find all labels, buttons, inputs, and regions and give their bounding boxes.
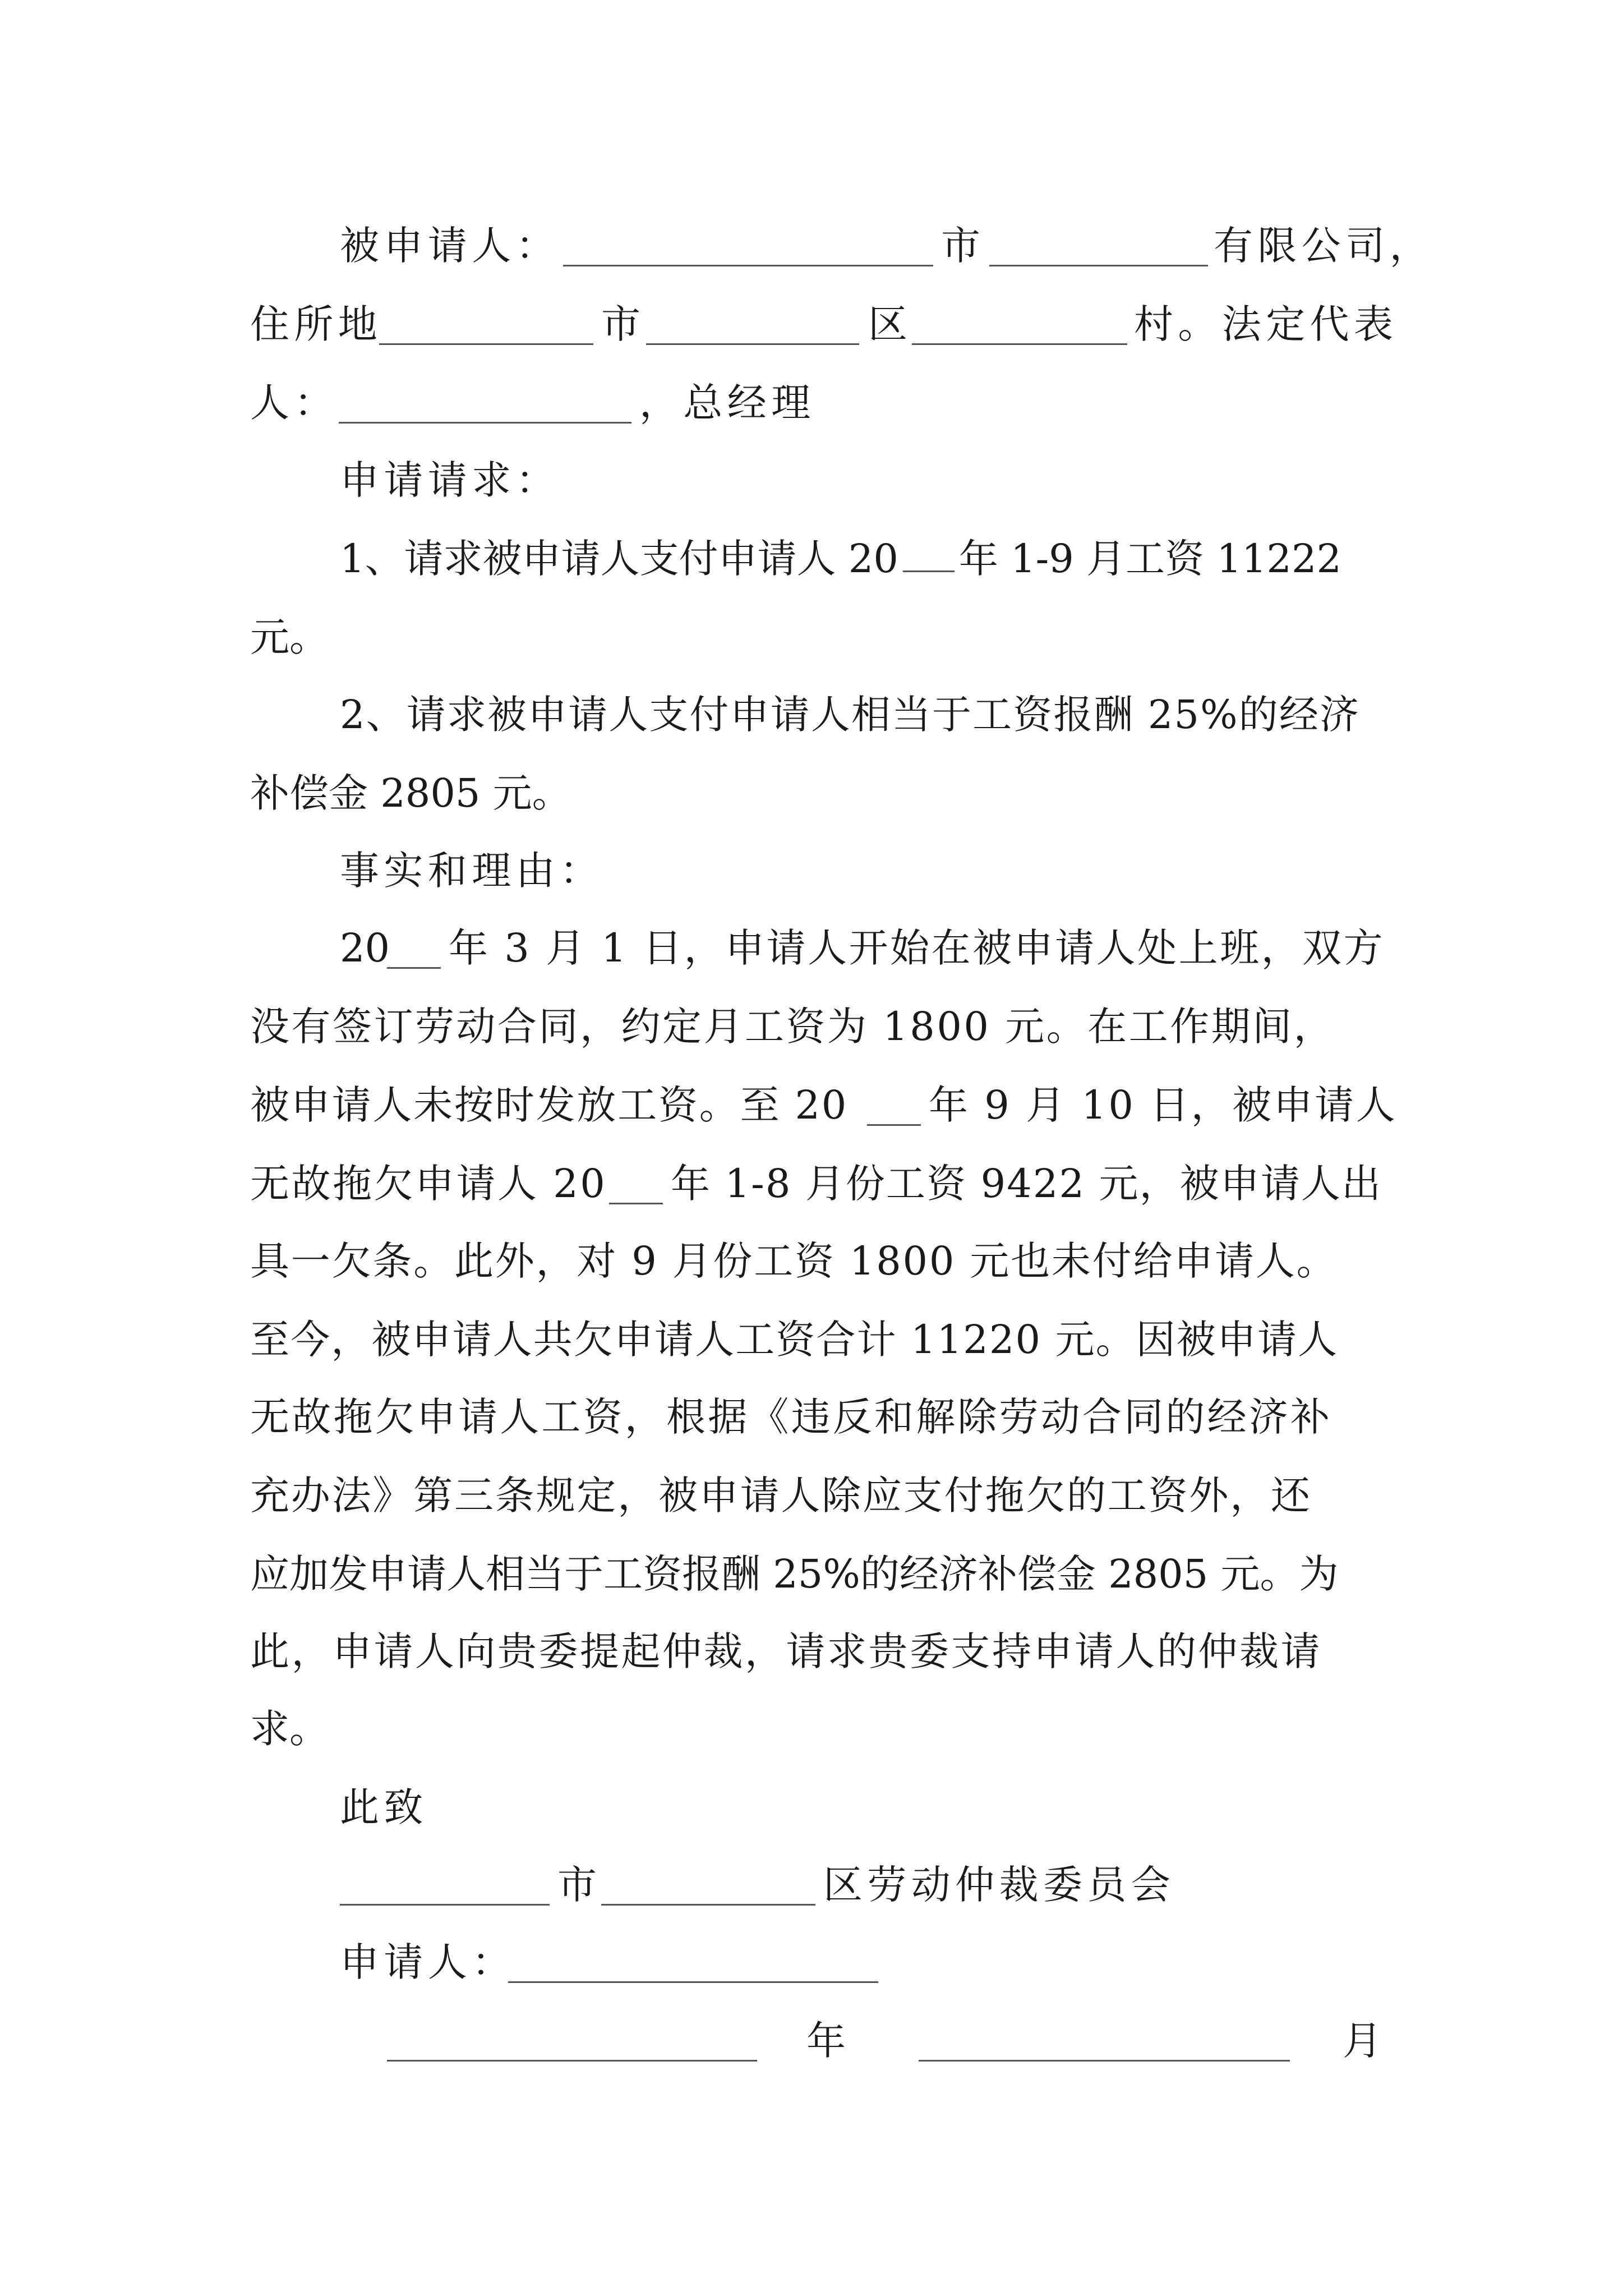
address-line xyxy=(0,285,1623,364)
facts-heading xyxy=(0,831,1623,910)
facts-line-11-text: 求。 xyxy=(250,1706,329,1752)
facts-line-4-a: 无故拖欠申请人 20 xyxy=(250,1161,607,1207)
date-line xyxy=(0,2001,1623,2080)
respondent-city-text: 市 xyxy=(941,223,985,269)
year-blank xyxy=(903,533,955,572)
year-blank xyxy=(387,930,441,969)
address-prefix: 住所地 xyxy=(250,301,382,347)
facts-line-1 xyxy=(0,909,1623,987)
facts-line-1-b: 年 3 月 1 日，申请人开始在被申请人处上班，双方 xyxy=(449,925,1385,971)
claim-item-1-part-a: 1、请求被申请人支付申请人 20 xyxy=(340,536,898,582)
facts-line-2 xyxy=(0,987,1623,1066)
facts-line-9-text: 应加发申请人相当于工资报酬 25%的经济补偿金 2805 元。为 xyxy=(250,1551,1339,1597)
year-blank xyxy=(867,1087,921,1126)
applicant-line xyxy=(0,1923,1623,2001)
facts-line-9 xyxy=(0,1535,1623,1613)
address-district-blank xyxy=(646,306,859,345)
facts-line-1-a: 20 xyxy=(340,925,390,971)
address-city-blank xyxy=(379,306,593,345)
address-village-rep: 村。法定代表 xyxy=(1134,301,1398,347)
date-month-blank xyxy=(919,2023,1290,2062)
facts-line-8 xyxy=(0,1456,1623,1535)
facts-line-3 xyxy=(0,1066,1623,1144)
respondent-company-suffix: 有限公司， xyxy=(1214,223,1433,269)
claims-heading xyxy=(0,441,1623,519)
claims-heading-text: 申请请求： xyxy=(340,457,560,503)
rep-name-blank xyxy=(339,385,631,424)
claim-item-1-part-c: 元。 xyxy=(250,614,329,660)
facts-line-8-text: 充办法》第三条规定，被申请人除应支付拖欠的工资外，还 xyxy=(250,1473,1312,1519)
committee-city-text: 市 xyxy=(557,1862,597,1908)
respondent-line xyxy=(0,206,1623,285)
claim-item-2-cont xyxy=(0,754,1623,832)
facts-line-6-text: 至今，被申请人共欠申请人工资合计 11220 元。因被申请人 xyxy=(250,1317,1339,1363)
respondent-label: 被申请人： xyxy=(340,223,560,269)
date-month-text: 月 xyxy=(1343,2018,1382,2064)
claim-item-2-part-a: 2、请求被申请人支付申请人相当于工资报酬 25%的经济 xyxy=(340,692,1361,738)
address-village-blank xyxy=(912,306,1127,345)
facts-line-3-a: 被申请人未按时发放工资。至 20 xyxy=(250,1082,849,1128)
facts-line-7-text: 无故拖欠申请人工资，根据《违反和解除劳动合同的经济补 xyxy=(250,1394,1332,1440)
facts-heading-text: 事实和理由： xyxy=(340,848,604,894)
facts-line-4-b: 年 1-8 月份工资 9422 元，被申请人出 xyxy=(671,1161,1382,1207)
year-blank xyxy=(609,1166,663,1204)
committee-city-blank xyxy=(340,1867,550,1906)
facts-line-6 xyxy=(0,1300,1623,1379)
respondent-name-blank xyxy=(563,228,933,266)
rep-label: 人： xyxy=(250,380,338,426)
respondent-city-blank xyxy=(989,228,1208,266)
claim-item-2 xyxy=(0,675,1623,754)
committee-name: 区劳动仲裁委员会 xyxy=(823,1862,1175,1908)
rep-line xyxy=(0,364,1623,442)
facts-line-5 xyxy=(0,1222,1623,1300)
address-city-text: 市 xyxy=(601,301,645,347)
facts-line-10-text: 此，申请人向贵委提起仲裁，请求贵委支持申请人的仲裁请 xyxy=(250,1628,1322,1674)
claim-item-1-part-b: 年 1-9 月工资 11222 xyxy=(958,536,1342,582)
date-year-text: 年 xyxy=(806,2018,846,2064)
facts-line-10 xyxy=(0,1612,1623,1691)
facts-line-11 xyxy=(0,1690,1623,1768)
applicant-label: 申请人： xyxy=(340,1939,516,1985)
facts-line-3-b: 年 9 月 10 日，被申请人 xyxy=(929,1082,1398,1128)
claim-item-2-part-b: 补偿金 2805 元。 xyxy=(250,770,571,816)
facts-line-4 xyxy=(0,1144,1623,1223)
rep-title: ，总经理 xyxy=(639,380,815,426)
salutation-line xyxy=(0,1768,1623,1847)
facts-line-7 xyxy=(0,1378,1623,1456)
claim-item-1-cont xyxy=(0,598,1623,677)
facts-line-5-text: 具一欠条。此外，对 9 月份工资 1800 元也未付给申请人。 xyxy=(250,1238,1338,1284)
address-district-text: 区 xyxy=(868,301,912,347)
salutation-text: 此致 xyxy=(340,1784,428,1830)
applicant-signature-blank xyxy=(508,1944,878,1983)
committee-line xyxy=(0,1846,1623,1924)
committee-district-blank xyxy=(601,1867,815,1906)
claim-item-1 xyxy=(0,519,1623,598)
facts-line-2-text: 没有签订劳动合同，约定月工资为 1800 元。在工作期间， xyxy=(250,1004,1335,1050)
date-year-blank xyxy=(387,2023,757,2062)
